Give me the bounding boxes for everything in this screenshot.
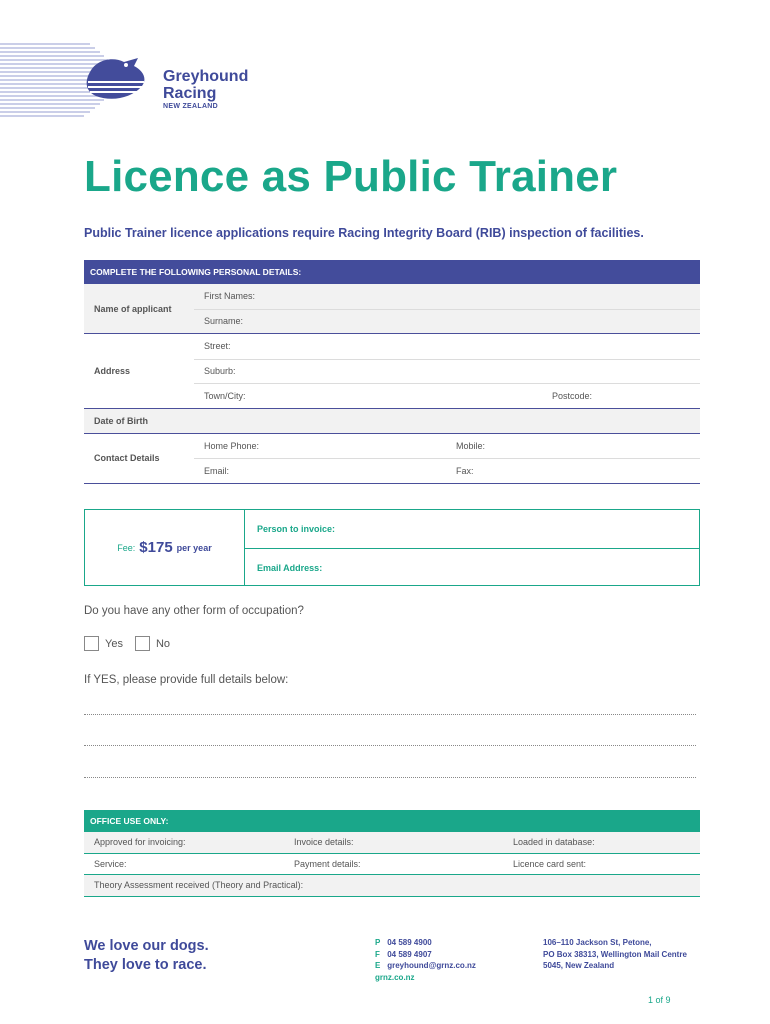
- footer-address: [543, 937, 687, 972]
- payment-field[interactable]: Payment details:: [294, 858, 361, 869]
- dob-label: Date of Birth: [94, 415, 148, 426]
- street-label: Street:: [204, 341, 231, 352]
- loaded-field[interactable]: Loaded in database:: [513, 837, 595, 848]
- brand-line2: Racing: [163, 85, 217, 102]
- first-names-label: First Names:: [204, 291, 256, 302]
- occupation-options: [84, 636, 182, 651]
- fee-box: [84, 509, 700, 586]
- yes-label: Yes: [105, 637, 123, 650]
- suburb-label: Suburb:: [204, 366, 236, 377]
- slogan-line1: We love our dogs.: [84, 938, 209, 954]
- person-to-invoice-field[interactable]: [245, 510, 699, 548]
- home-phone-label: Home Phone:: [204, 440, 260, 451]
- brand-name: [163, 68, 248, 112]
- town-label: Town/City:: [204, 390, 246, 401]
- email-label: Email:: [204, 465, 230, 476]
- address-row: [84, 334, 700, 409]
- office-row-1: [84, 832, 700, 854]
- personal-details-table: [84, 260, 700, 484]
- dob-row[interactable]: [84, 409, 700, 434]
- theory-field[interactable]: Theory Assessment received (Theory and Practical):: [94, 880, 304, 891]
- fee-period: per year: [176, 542, 212, 553]
- phone-value: 04 589 4900: [387, 938, 432, 947]
- fee-amount: $175: [139, 539, 173, 556]
- office-row-2: [84, 854, 700, 876]
- details-line-3[interactable]: [84, 777, 696, 778]
- phone-key: P: [375, 938, 381, 947]
- approved-field[interactable]: Approved for invoicing:: [94, 837, 186, 848]
- fax-label: Fax:: [456, 465, 474, 476]
- address-line3: 5045, New Zealand: [543, 961, 615, 970]
- email-value[interactable]: greyhound@grnz.co.nz: [387, 961, 476, 970]
- name-label: Name of applicant: [94, 303, 172, 314]
- home-phone-field[interactable]: [194, 434, 700, 459]
- address-line2: PO Box 38313, Wellington Mail Centre: [543, 949, 687, 959]
- details-line-2[interactable]: [84, 745, 696, 746]
- occupation-question: Do you have any other form of occupation?: [84, 605, 304, 617]
- service-field[interactable]: Service:: [94, 858, 127, 869]
- surname-label: Surname:: [204, 316, 244, 327]
- street-field[interactable]: [194, 334, 700, 359]
- licence-card-field[interactable]: Licence card sent:: [513, 858, 587, 869]
- invoice-email-label: Email Address:: [257, 562, 323, 573]
- greyhound-logo-icon: [82, 52, 162, 122]
- person-to-invoice-label: Person to invoice:: [257, 524, 336, 534]
- personal-details-header: COMPLETE THE FOLLOWING PERSONAL DETAILS:: [84, 260, 700, 284]
- name-row: [84, 284, 700, 334]
- details-prompt: If YES, please provide full details below:: [84, 674, 289, 686]
- fee-info: [85, 510, 245, 585]
- invoice-email-field[interactable]: [245, 548, 699, 586]
- town-field[interactable]: [194, 383, 700, 408]
- details-line-1[interactable]: [84, 714, 696, 715]
- email-key: E: [375, 961, 381, 970]
- fee-label: Fee:: [117, 542, 136, 553]
- contact-row: [84, 434, 700, 484]
- brand-line1: Greyhound: [163, 68, 249, 85]
- yes-checkbox[interactable]: [84, 636, 99, 651]
- mobile-label: Mobile:: [456, 440, 486, 451]
- office-row-3: [84, 875, 700, 897]
- invoice-details-field[interactable]: Invoice details:: [294, 837, 354, 848]
- slogan-line2: They love to race.: [84, 957, 207, 973]
- brand-line3: NEW ZEALAND: [163, 103, 219, 110]
- address-label: Address: [94, 365, 131, 376]
- postcode-label: Postcode:: [552, 390, 593, 401]
- website-link[interactable]: grnz.co.nz: [375, 972, 415, 982]
- address-line1: 106–110 Jackson St, Petone,: [543, 938, 652, 947]
- first-names-field[interactable]: [194, 284, 700, 309]
- page-subtitle: Public Trainer licence applications require Racing Integrity Board (RIB) inspection of facilities.: [84, 226, 644, 240]
- page-number: 1 of 9: [648, 995, 671, 1005]
- fax-key: F: [375, 949, 380, 959]
- no-label: No: [155, 637, 171, 650]
- page-title: Licence as Public Trainer: [84, 152, 618, 201]
- office-use-table: [84, 810, 700, 897]
- office-use-header: OFFICE USE ONLY:: [84, 810, 700, 832]
- fax-value: 04 589 4907: [387, 949, 432, 959]
- footer-slogan: [84, 937, 209, 975]
- contact-label: Contact Details: [94, 453, 160, 463]
- footer-contact: [375, 937, 476, 983]
- email-field[interactable]: [194, 458, 700, 483]
- suburb-field[interactable]: [194, 359, 700, 384]
- no-checkbox[interactable]: [135, 636, 150, 651]
- surname-field[interactable]: [194, 309, 700, 334]
